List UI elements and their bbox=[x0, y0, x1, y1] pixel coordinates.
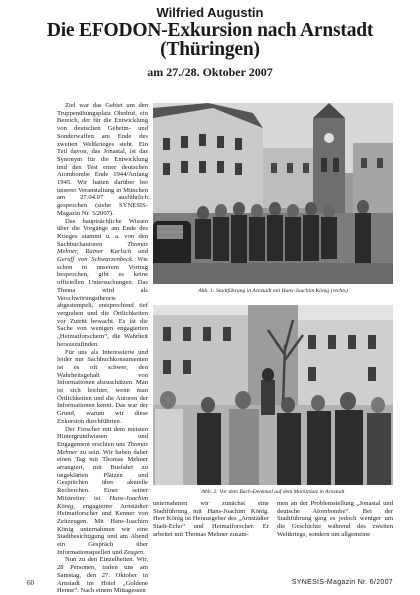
paragraph-4-text-c: , engagierter Arnstädter Heimatforscher und Kenner von Zeitzeugen. Mit Hans-Joachim König unternahmen wir eine Stadtbesichtigung und am Abend ein Gespräch über Informationsquellen und bbox=[57, 502, 148, 556]
paragraph-4 bbox=[57, 426, 148, 557]
paragraph-4-text-a: Der Forscher mit dem meisten Hintergrundwissen und Engagement erschien uns bbox=[57, 425, 148, 448]
bottom-text-middle: unternahmen wir zunächst eine Stadtführung mit Hans-Joachim König. Herr König ist Herausgeber des „Arnstädter Stadt-Echo“ und Heimatforscher. Er arbeitet mit Thomas Mehner zusam- bbox=[153, 500, 269, 538]
paragraph-2 bbox=[57, 218, 148, 349]
photo-bach-monument bbox=[153, 305, 393, 485]
paragraph-4-text-b: zu sein. Wir haben daher einen Tag mit Thomas Mehner arrangiert, mit Busfahrt zu ungeklärten Plätzen und Gesprächen über aktuelle Recherchen. Einer seiner Mitstreiter ist bbox=[57, 448, 148, 502]
paragraph-5: Nun zu den Einzelheiten. Wir, 28 Personen, trafen uns am Samstag, den 27. Oktober in Arnstadt im Hotel „Goldene Henne“. Nach einem Mittagessen bbox=[57, 556, 148, 595]
paragraph-4-text-d: . bbox=[143, 548, 145, 556]
article-author: Wilfried Augustin bbox=[156, 5, 264, 20]
caption-photo-2: Abb. 2: Vor dem Bach-Denkmal auf dem Marktplatz in Arnstadt bbox=[201, 489, 345, 495]
title-line-2: (Thüringen) bbox=[160, 39, 260, 60]
magazine-issue: SYNESIS-Magazin Nr. 6/2007 bbox=[291, 579, 393, 586]
left-text-column bbox=[57, 102, 148, 595]
name-mehner: Thomas Mehner bbox=[57, 440, 148, 456]
paragraph-3: Für uns als Interessierte und leider nur Sachbuchkonsumenten ist es oft schwer, den Wahrheitsgehalt von Informationen abzuschätzen. Man ist sich leichter, wenn man Örtlichkeiten und die Autoren der Informationen kennt. Das war der Grund, warum wir diese Exkursion durchführten. bbox=[57, 348, 148, 425]
page-number: 60 bbox=[27, 579, 34, 587]
author-names: Thomas Mehner, Rainer Karlsch und Geruff von Schwarzenbeck bbox=[57, 240, 148, 264]
article-title bbox=[0, 21, 420, 59]
article-date: am 27./28. Oktober 2007 bbox=[147, 65, 273, 79]
photo-city-tour bbox=[153, 103, 393, 284]
paragraph-2-text-a: Das hauptsächliche Wissen über die Vorgänge am Ende des Krieges stammt u. a. von den Sachbuchautoren bbox=[57, 217, 148, 248]
paragraph-1: Ziel war das Gebiet um den Truppenübungsplatz Ohrdruf, ein Bereich, der für die Entwicklung von deutschen Geheim- und Sonderwaffen am Ende des zweiten Weltkrieges steht. Ein Teil davon, das Jonastal, ist das Synonym für die Entwicklung und den Test einer deutschen Atombombe Ende 1944/Anfang 1945. Wir hatten darüber bei unserer Veranstaltung in München am 27.04.07 ausführlich gesprochen (siehe SYNESIS-Magazin Nr. 3/2007). bbox=[57, 102, 148, 217]
caption-photo-1: Abb. 1: Stadtführung in Arnstadt mit Hans-Joachim König (rechts) bbox=[198, 288, 348, 294]
bottom-text-right: men an der Problemstellung „Jonastal und deutsche Atombombe“. Bei der Stadtführung ging es jedoch weniger um die Geschichte während des zweiten Weltkriegs, sondern um allgemeine bbox=[277, 500, 393, 538]
name-zeugen: Zeugen bbox=[123, 548, 144, 556]
paragraph-2-text-b: . Wie schon in unserem Vortrag besprochen, gibt es keine offiziellen Untersuchungen. Das Thema wird als Verschwörungstheorie abgestempelt, entsprechend tief vergraben und die Örtlichkeiten vor Zutritt bewacht. Es ist die Sache von wenigen engagierten „Heimatforschern“, die Wahrheit herauszufinden. bbox=[57, 256, 148, 348]
name-koenig: Hans-Joachim König bbox=[57, 494, 148, 510]
title-line-1: Die EFODON-Exkursion nach Arnstadt bbox=[46, 20, 374, 41]
